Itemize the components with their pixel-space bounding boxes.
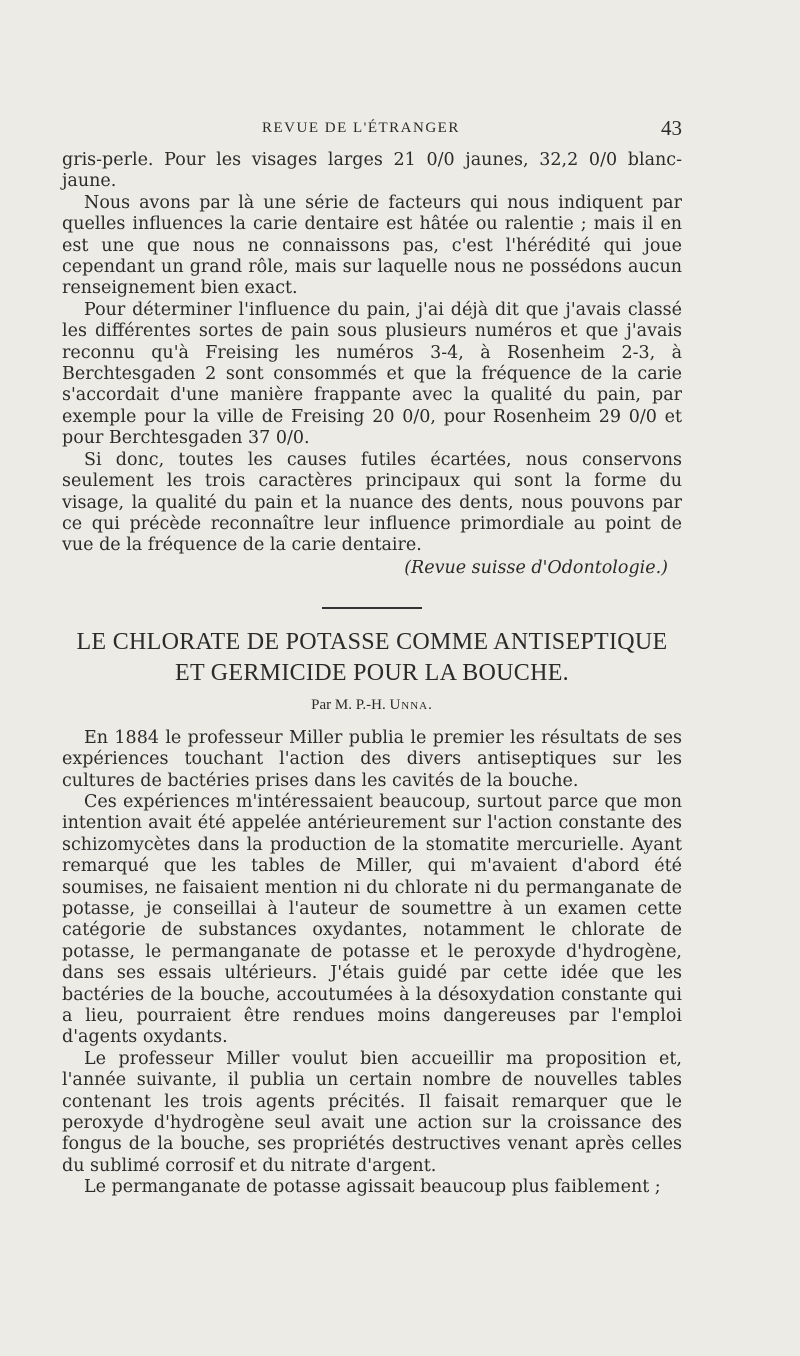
article-paragraph: Ces expériences m'intéressaient beaucoup, surtout parce que mon intention avait été appelée antérieurement sur l'action constante des schizomycètes dans la production de la stomatite mercurielle. Ayant remarqué que les tables de Miller, qui m'avaient d'abord été soumises, ne faisaient mention ni du chlorate ni du permanganate de potasse, je conseillai à l'auteur de soumettre à un examen cette catégorie de substances oxydantes, notamment le chlorate de potasse, le permanganate de potasse et le peroxyde d'hydrogène, dans ses essais ultérieurs. J'étais guidé par cette idée que les bactéries de la bouche, accoutumées à la désoxydation constante qui a lieu, pourraient être rendues moins dangereuses par l'emploi d'agents oxydants. — [62, 791, 682, 1048]
book-page — [62, 116, 682, 1199]
byline-author: Unna. — [389, 696, 433, 713]
article-title-line-1: LE CHLORATE DE POTASSE COMME ANTISEPTIQUE — [76, 628, 668, 655]
article-paragraph: Le permanganate de potasse agissait beaucoup plus faiblement ; — [84, 1177, 661, 1198]
article-title — [62, 627, 682, 689]
body-paragraph: Pour déterminer l'influence du pain, j'ai déjà dit que j'avais classé les différentes sortes de pain sous plusieurs numéros et que j'avais reconnu qu'à Freising les numéros 3-4, à Rosenheim 2-3, à Berchtesgaden 2 sont consommés et que la fréquence de la carie s'accordait d'une manière frappante avec la qualité du pain, par exemple pour la ville de Freising 20 0/0, pour Rosenheim 29 0/0 et pour Berchtesgaden 37 0/0. — [62, 299, 682, 449]
running-head — [62, 116, 682, 150]
byline — [62, 697, 682, 714]
running-title: REVUE DE L'ÉTRANGER — [262, 120, 460, 136]
article-title-line-2: ET GERMICIDE POUR LA BOUCHE. — [175, 659, 569, 686]
body-paragraph: Nous avons par là une série de facteurs qui nous indiquent par quelles influences la carie dentaire est hâtée ou ralentie ; mais il en est une que nous ne connaissons pas, c'est l'hérédité qui joue cependant un grand rôle, mais sur laquelle nous ne possédons aucun renseignement bien exact. — [62, 192, 682, 299]
section-divider — [322, 607, 422, 609]
page-number: 43 — [661, 116, 682, 140]
article-paragraph: En 1884 le professeur Miller publia le premier les résultats de ses expériences touchant l'action des divers antiseptiques sur les cultures de bactéries prises dans les cavités de la bouche. — [62, 727, 682, 791]
body-paragraph: Si donc, toutes les causes futiles écartées, nous conservons seulement les trois caractères principaux qui sont la forme du visage, la qualité du pain et la nuance des dents, nous pouvons par ce qui précède reconnaître leur influence primordiale au point de vue de la fréquence de la carie dentaire. — [62, 449, 682, 556]
article-paragraph: Le professeur Miller voulut bien accueillir ma proposition et, l'année suivante, il publia un certain nombre de nouvelles tables contenant les trois agents précités. Il faisait remarquer que le peroxyde d'hydrogène seul avait une action sur la croissance des fongus de la bouche, ses propriétés destructives venant après celles du sublimé corrosif et du nitrate d'argent. — [62, 1048, 682, 1176]
body-paragraph: gris-perle. Pour les visages larges 21 0/0 jaunes, 32,2 0/0 blanc-jaune. — [62, 150, 682, 192]
byline-prefix: Par M. P.-H. — [311, 696, 386, 713]
source-citation: (Revue suisse d'Odontologie.) — [404, 557, 668, 578]
